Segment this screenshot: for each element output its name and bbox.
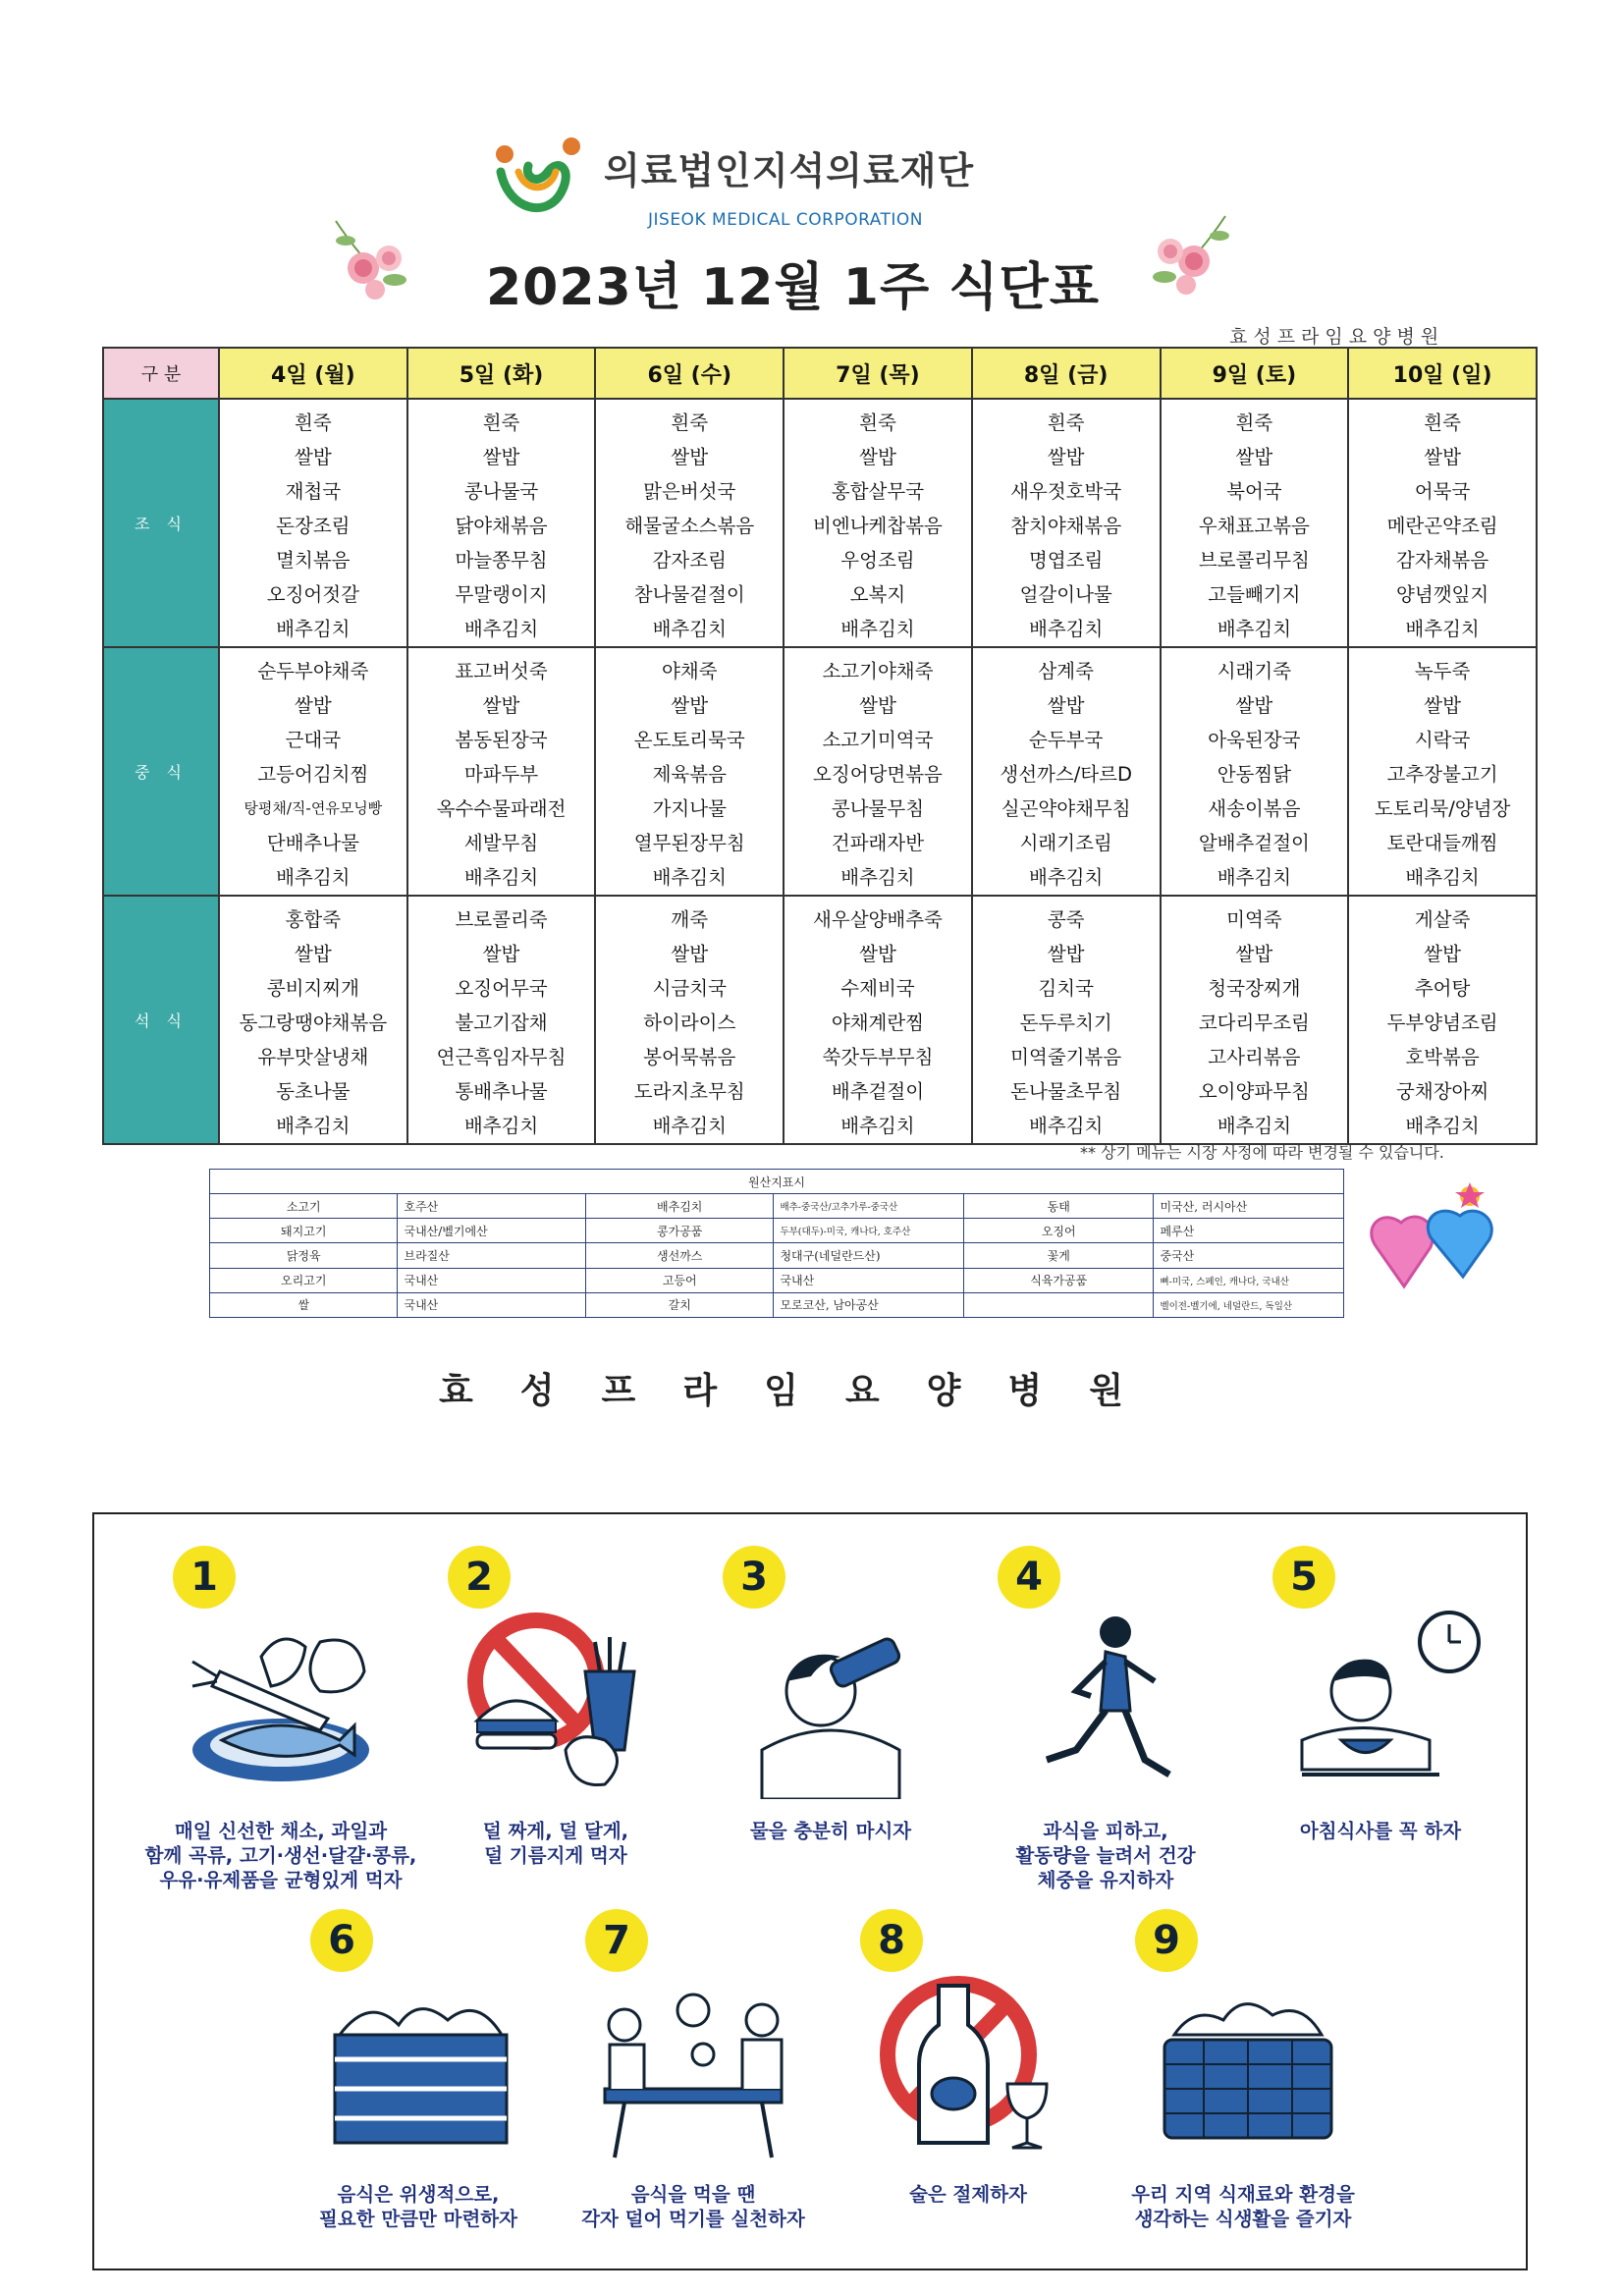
running-icon [998, 1603, 1214, 1799]
meal-label: 중 식 [103, 647, 219, 896]
menu-cell [1161, 399, 1349, 647]
dish-item: 순두부야채죽 [257, 660, 369, 683]
dish-item: 메란곤약조림 [1386, 515, 1498, 537]
dish-item: 흰죽 [295, 411, 332, 434]
origin-item: 오징어 [963, 1219, 1154, 1243]
dish-item: 고사리볶음 [1208, 1046, 1301, 1068]
flower-decoration-icon [316, 201, 424, 309]
dish-item: 배추김치 [840, 618, 915, 640]
origin-country: 중국산 [1154, 1243, 1344, 1268]
menu-cell [595, 399, 784, 647]
dish-item: 미역죽 [1226, 908, 1282, 931]
foundation-logo-icon [489, 133, 587, 231]
dish-item: 청국장찌개 [1208, 977, 1301, 1000]
dish-item: 쌀밥 [671, 943, 709, 965]
meal-label: 조 식 [103, 399, 219, 647]
weekly-menu-table [102, 347, 1538, 1145]
origin-item: 콩가공품 [585, 1219, 773, 1243]
menu-cell [1161, 647, 1349, 896]
dish-item: 쌀밥 [482, 446, 520, 468]
dish-item: 시락국 [1414, 729, 1471, 751]
dish-item: 세발무침 [463, 832, 539, 854]
origin-country: 국내산 [398, 1268, 585, 1292]
dish-item: 배추김치 [1028, 866, 1104, 889]
vegetable-crate-icon [310, 1966, 526, 2162]
origin-item: 오리고기 [210, 1268, 398, 1292]
menu-cell [219, 399, 407, 647]
menu-cell [1348, 399, 1537, 647]
guideline-5 [1233, 1534, 1528, 1907]
guideline-number: 4 [998, 1546, 1060, 1609]
origin-item: 갈치 [585, 1292, 773, 1317]
dish-item: 쌀밥 [295, 446, 332, 468]
dish-item: 배추김치 [276, 618, 351, 640]
hospital-name-small: 효성프라임요양병원 [1229, 326, 1445, 348]
dish-item: 배추김치 [652, 866, 727, 889]
dish-item: 배추겉절이 [831, 1080, 925, 1103]
guideline-text: 음식을 먹을 땐 각자 덜어 먹기를 실천하자 [581, 2183, 805, 2230]
origin-item: 동태 [963, 1194, 1154, 1219]
guideline-text: 매일 신선한 채소, 과일과 함께 곡류, 고기·생선·달걀·콩류, 우유·유제품을 균형있게 먹자 [144, 1820, 417, 1891]
origin-item: 돼지고기 [210, 1219, 398, 1243]
origin-country: 벨이전-벨기에, 네덜란드, 독일산 [1154, 1292, 1344, 1317]
dish-item: 쌀밥 [1235, 694, 1273, 717]
dish-item: 동그랑땡야채볶음 [239, 1011, 388, 1034]
dish-item: 배추김치 [652, 618, 727, 640]
menu-cell [595, 896, 784, 1144]
dish-item: 흰죽 [859, 411, 896, 434]
origin-country: 미국산, 러시아산 [1154, 1194, 1344, 1219]
dish-item: 시금치국 [652, 977, 727, 1000]
guideline-number: 8 [860, 1909, 923, 1972]
day-header: 8일 (금) [972, 348, 1161, 399]
guideline-2 [408, 1534, 703, 1907]
dish-item: 수제비국 [840, 977, 915, 1000]
dish-item: 제육볶음 [652, 763, 727, 786]
origin-item: 식육가공품 [963, 1268, 1154, 1292]
vegetables-fish-icon [173, 1603, 389, 1799]
dish-item: 쌀밥 [1424, 694, 1461, 717]
dish-item: 쌀밥 [1047, 943, 1085, 965]
dish-item: 흰죽 [671, 411, 709, 434]
dish-item: 도라지초무침 [633, 1080, 745, 1103]
guideline-number: 1 [173, 1546, 236, 1609]
guideline-text: 덜 짜게, 덜 달게, 덜 기름지게 먹자 [482, 1820, 629, 1867]
guideline-text: 아침식사를 꼭 하자 [1299, 1820, 1462, 1842]
menu-cell [784, 896, 972, 1144]
origin-item: 고등어 [585, 1268, 773, 1292]
origin-item: 소고기 [210, 1194, 398, 1219]
dish-item: 야채죽 [662, 660, 718, 683]
day-header: 10일 (일) [1348, 348, 1537, 399]
origin-item [963, 1292, 1154, 1317]
dish-item: 김치국 [1038, 977, 1094, 1000]
dish-item: 배추김치 [276, 866, 351, 889]
dish-item: 토란대들깨찜 [1386, 832, 1498, 854]
guideline-number: 5 [1272, 1546, 1335, 1609]
guideline-number: 3 [723, 1546, 785, 1609]
dish-item: 홍합죽 [285, 908, 342, 931]
dish-item: 콩비지찌개 [266, 977, 359, 1000]
dish-item: 생선까스/타르D [1000, 763, 1132, 786]
dish-item: 새우살양배추죽 [813, 908, 943, 931]
no-alcohol-icon [860, 1966, 1076, 2162]
dish-item: 도토리묵/양념장 [1374, 797, 1511, 820]
dish-item: 배추김치 [463, 866, 539, 889]
dish-item: 쌀밥 [1235, 446, 1273, 468]
organization-english-name: JISEOK MEDICAL CORPORATION [648, 210, 924, 230]
dish-item: 고들빼기지 [1208, 583, 1301, 606]
menu-cell [219, 647, 407, 896]
dish-item: 알배추겉절이 [1198, 832, 1310, 854]
dish-item: 새우젓호박국 [1010, 480, 1122, 503]
family-meal-icon [585, 1966, 801, 2162]
dish-item: 새송이볶음 [1208, 797, 1301, 820]
dish-item: 배추김치 [1217, 1115, 1292, 1137]
dish-item: 쌀밥 [482, 694, 520, 717]
dish-item: 건파래자반 [831, 832, 925, 854]
dish-item: 양념깻잎지 [1396, 583, 1489, 606]
dish-item: 흰죽 [482, 411, 520, 434]
menu-cell [407, 399, 596, 647]
dish-item: 흰죽 [1235, 411, 1273, 434]
dish-item: 표고버섯죽 [455, 660, 548, 683]
dish-item: 어묵국 [1414, 480, 1471, 503]
dish-item: 가지나물 [652, 797, 727, 820]
menu-cell [972, 399, 1161, 647]
corner-header: 구 분 [103, 348, 219, 399]
dish-item: 쌀밥 [859, 446, 896, 468]
dish-item: 오복지 [849, 583, 906, 606]
origin-row [210, 1292, 1344, 1317]
hospital-name-large: 효성프라임요양병원 [439, 1371, 1170, 1411]
dish-item: 쌀밥 [1424, 943, 1461, 965]
dish-item: 오징어당면볶음 [813, 763, 943, 786]
dish-item: 배추김치 [840, 1115, 915, 1137]
origin-country: 청대구(네덜란드산) [774, 1243, 964, 1268]
dish-item: 쌀밥 [859, 694, 896, 717]
guideline-number: 9 [1135, 1909, 1198, 1972]
origin-country: 호주산 [398, 1194, 585, 1219]
dietary-guidelines-box [92, 1512, 1528, 2270]
dish-item: 아욱된장국 [1208, 729, 1301, 751]
dish-item: 고등어김치찜 [257, 763, 369, 786]
dish-item: 봄동된장국 [455, 729, 548, 751]
menu-change-notice: ** 상기 메뉴는 시장 사정에 따라 변경될 수 있습니다. [1080, 1143, 1444, 1162]
guideline-text: 과식을 피하고, 활동량을 늘려서 건강 체중을 유지하자 [1015, 1820, 1196, 1891]
dish-item: 배추김치 [463, 1115, 539, 1137]
dish-item: 배추김치 [1217, 866, 1292, 889]
day-header: 5일 (화) [407, 348, 596, 399]
day-header: 6일 (수) [595, 348, 784, 399]
origin-table-title: 원산지표시 [210, 1170, 1344, 1194]
dish-item: 해물굴소스볶음 [624, 515, 755, 537]
dish-item: 궁채장아찌 [1396, 1080, 1489, 1103]
dish-item: 배추김치 [652, 1115, 727, 1137]
dish-item: 순두부국 [1028, 729, 1104, 751]
hearts-decoration-icon [1357, 1178, 1509, 1326]
guideline-1 [134, 1534, 428, 1907]
dish-item: 쌀밥 [859, 943, 896, 965]
menu-cell [595, 647, 784, 896]
dish-item: 열무된장무침 [633, 832, 745, 854]
guideline-4 [958, 1534, 1253, 1907]
organization-name: 의료법인지석의료재단 [604, 149, 975, 192]
dish-item: 콩죽 [1047, 908, 1085, 931]
menu-cell [1348, 896, 1537, 1144]
dish-item: 얼갈이나물 [1019, 583, 1112, 606]
dish-item: 쌀밥 [295, 694, 332, 717]
dish-item: 콩나물무침 [831, 797, 925, 820]
origin-item: 배추김치 [585, 1194, 773, 1219]
guideline-text: 우리 지역 식재료와 환경을 생각하는 식생활을 즐기자 [1131, 2183, 1355, 2230]
dish-item: 쌀밥 [482, 943, 520, 965]
menu-cell [407, 647, 596, 896]
dish-item: 탕평채/직-연유모닝빵 [243, 799, 383, 817]
origin-country: 국내산/벨기에산 [398, 1219, 585, 1243]
dish-item: 통배추나물 [455, 1080, 548, 1103]
dish-item: 삼계죽 [1038, 660, 1094, 683]
dish-item: 돈나물초무침 [1010, 1080, 1122, 1103]
dish-item: 돈두루치기 [1019, 1011, 1112, 1034]
dish-item: 참치야채볶음 [1010, 515, 1122, 537]
guideline-number: 6 [310, 1909, 373, 1972]
dish-item: 봉어묵볶음 [643, 1046, 736, 1068]
dish-item: 맑은버섯국 [643, 480, 736, 503]
dish-item: 멸치볶음 [276, 549, 351, 572]
guideline-text: 음식은 위생적으로, 필요한 만큼만 마련하자 [319, 2183, 517, 2230]
dish-item: 홍합살무국 [831, 480, 925, 503]
dish-item: 브로콜리죽 [455, 908, 548, 931]
dish-item: 실곤약야채무침 [1001, 797, 1131, 820]
dish-item: 야채계란찜 [831, 1011, 925, 1034]
dish-item: 게살죽 [1414, 908, 1471, 931]
dish-item: 동초나물 [276, 1080, 351, 1103]
meal-row [103, 896, 1537, 1144]
origin-country: 국내산 [398, 1292, 585, 1317]
guideline-7 [546, 1897, 840, 2270]
dish-item: 쌀밥 [1047, 694, 1085, 717]
shopping-basket-icon [1135, 1966, 1351, 2162]
origin-item: 꽃게 [963, 1243, 1154, 1268]
origin-row [210, 1243, 1344, 1268]
menu-cell [784, 399, 972, 647]
dish-item: 북어국 [1226, 480, 1282, 503]
guideline-text: 물을 충분히 마시자 [749, 1820, 912, 1842]
dish-item: 배추김치 [1405, 618, 1480, 640]
origin-country: 모로코산, 남아공산 [774, 1292, 964, 1317]
guideline-number: 2 [448, 1546, 511, 1609]
dish-item: 배추김치 [463, 618, 539, 640]
origin-item: 생선까스 [585, 1243, 773, 1268]
origin-country: 배추-중국산/고추가루-중국산 [774, 1194, 964, 1219]
dish-item: 미역줄기볶음 [1010, 1046, 1122, 1068]
dish-item: 소고기야채죽 [822, 660, 934, 683]
menu-cell [972, 647, 1161, 896]
dish-item: 감자조림 [652, 549, 727, 572]
dish-item: 배추김치 [1028, 618, 1104, 640]
dish-item: 오징어젓갈 [266, 583, 359, 606]
drinking-water-icon [723, 1603, 939, 1799]
dish-item: 호박볶음 [1405, 1046, 1480, 1068]
dish-item: 참나물겉절이 [633, 583, 745, 606]
page-title: 2023년 12월 1주 식단표 [486, 258, 1100, 317]
origin-country: 두부(대두)-미국, 캐나다, 호주산 [774, 1219, 964, 1243]
meal-label: 석 식 [103, 896, 219, 1144]
origin-country: 브라질산 [398, 1243, 585, 1268]
origin-country: 뼈-미국, 스페인, 캐나다, 국내산 [1154, 1268, 1344, 1292]
origin-item: 닭정육 [210, 1243, 398, 1268]
meal-row [103, 399, 1537, 647]
origin-row [210, 1194, 1344, 1219]
dish-item: 배추김치 [276, 1115, 351, 1137]
dish-item: 무말랭이지 [455, 583, 548, 606]
menu-cell [1348, 647, 1537, 896]
dish-item: 배추김치 [1405, 866, 1480, 889]
dish-item: 배추김치 [840, 866, 915, 889]
dish-item: 연근흑임자무침 [436, 1046, 567, 1068]
dish-item: 명엽조림 [1028, 549, 1104, 572]
dish-item: 돈장조림 [276, 515, 351, 537]
menu-cell [972, 896, 1161, 1144]
dish-item: 안동찜닭 [1217, 763, 1292, 786]
guideline-text: 술은 절제하자 [909, 2183, 1027, 2206]
dish-item: 배추김치 [1405, 1115, 1480, 1137]
dish-item: 고추장불고기 [1386, 763, 1498, 786]
dish-item: 닭야채볶음 [455, 515, 548, 537]
dish-item: 온도토리묵국 [633, 729, 745, 751]
guideline-3 [683, 1534, 978, 1907]
dish-item: 감자채볶음 [1396, 549, 1489, 572]
dish-item: 불고기잡채 [455, 1011, 548, 1034]
dish-item: 오이양파무침 [1198, 1080, 1310, 1103]
dish-item: 마늘쫑무침 [455, 549, 548, 572]
guideline-number: 7 [585, 1909, 648, 1972]
menu-cell [784, 647, 972, 896]
meal-row [103, 647, 1537, 896]
menu-cell [1161, 896, 1349, 1144]
dish-item: 쌀밥 [1424, 446, 1461, 468]
dish-item: 시래기조림 [1019, 832, 1112, 854]
dish-item: 쌀밥 [1235, 943, 1273, 965]
dish-item: 우채표고볶음 [1198, 515, 1310, 537]
dish-item: 두부양념조림 [1386, 1011, 1498, 1034]
guideline-9 [1096, 1897, 1390, 2270]
menu-cell [407, 896, 596, 1144]
dish-item: 단배추나물 [266, 832, 359, 854]
dish-item: 쌀밥 [671, 694, 709, 717]
dish-item: 옥수수물파래전 [436, 797, 567, 820]
dish-item: 브로콜리무침 [1198, 549, 1310, 572]
dish-item: 근대국 [285, 729, 342, 751]
origin-table [209, 1169, 1344, 1318]
dish-item: 코다리무조림 [1198, 1011, 1310, 1034]
dish-item: 소고기미역국 [822, 729, 934, 751]
origin-country: 페루산 [1154, 1219, 1344, 1243]
day-header: 7일 (목) [784, 348, 972, 399]
origin-country: 국내산 [774, 1268, 964, 1292]
menu-cell [219, 896, 407, 1144]
origin-item: 쌀 [210, 1292, 398, 1317]
dish-item: 시래기죽 [1217, 660, 1292, 683]
dish-item: 콩나물국 [463, 480, 539, 503]
dish-item: 쑥갓두부무침 [822, 1046, 934, 1068]
guideline-6 [271, 1897, 566, 2270]
day-header-row [103, 348, 1537, 399]
origin-row [210, 1268, 1344, 1292]
dish-item: 유부맛살냉채 [257, 1046, 369, 1068]
dish-item: 쌀밥 [671, 446, 709, 468]
dish-item: 흰죽 [1047, 411, 1085, 434]
dish-item: 하이라이스 [643, 1011, 736, 1034]
dish-item: 오징어무국 [455, 977, 548, 1000]
day-header: 4일 (월) [219, 348, 407, 399]
guideline-8 [821, 1897, 1115, 2270]
dish-item: 배추김치 [1028, 1115, 1104, 1137]
dish-item: 흰죽 [1424, 411, 1461, 434]
dish-item: 쌀밥 [295, 943, 332, 965]
dish-item: 마파두부 [463, 763, 539, 786]
no-fastfood-icon [448, 1603, 664, 1799]
flower-decoration-icon [1137, 196, 1245, 304]
origin-row [210, 1219, 1344, 1243]
dish-item: 녹두죽 [1414, 660, 1471, 683]
breakfast-icon [1272, 1603, 1488, 1799]
dish-item: 재첩국 [285, 480, 342, 503]
dish-item: 비엔나케찹볶음 [813, 515, 943, 537]
dish-item: 깨죽 [671, 908, 709, 931]
day-header: 9일 (토) [1161, 348, 1349, 399]
dish-item: 우엉조림 [840, 549, 915, 572]
dish-item: 추어탕 [1414, 977, 1471, 1000]
dish-item: 배추김치 [1217, 618, 1292, 640]
dish-item: 쌀밥 [1047, 446, 1085, 468]
